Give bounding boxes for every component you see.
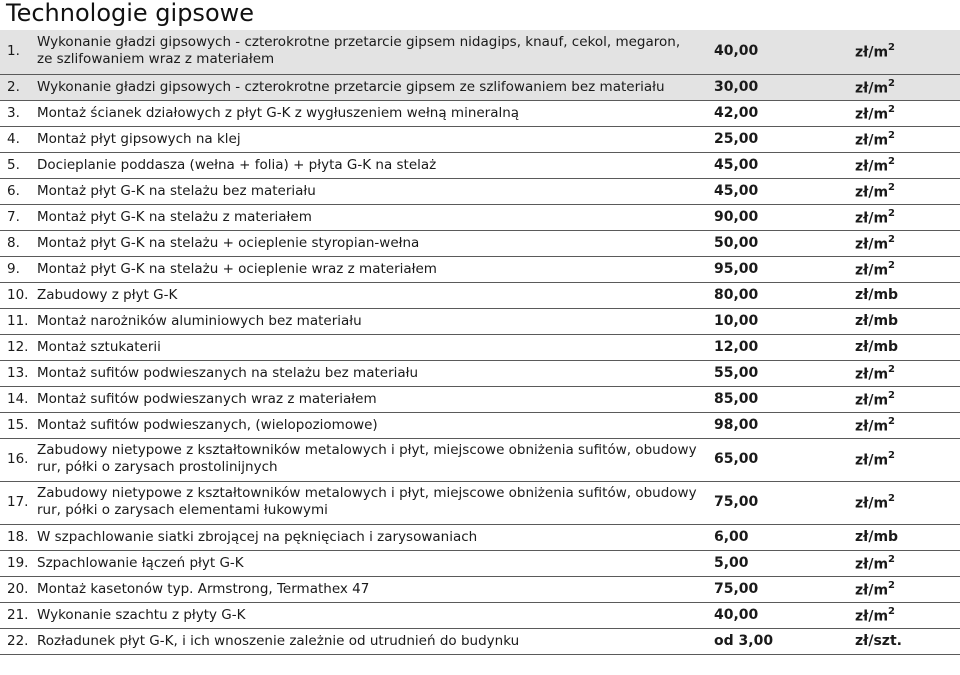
list-item bbox=[0, 101, 960, 127]
item-unit bbox=[855, 183, 895, 201]
item-unit bbox=[855, 313, 898, 329]
unit-exponent: 2 bbox=[888, 259, 896, 271]
item-number: 18. bbox=[7, 528, 29, 545]
item-price: 40,00 bbox=[714, 43, 759, 59]
unit-exponent: 2 bbox=[888, 605, 896, 617]
item-number: 10. bbox=[7, 286, 29, 303]
list-item bbox=[0, 603, 960, 629]
item-price: 5,00 bbox=[714, 554, 749, 571]
list-item bbox=[0, 75, 960, 101]
item-price: 75,00 bbox=[714, 580, 759, 597]
item-number: 2. bbox=[7, 78, 20, 95]
item-unit bbox=[855, 529, 898, 545]
item-number: 9. bbox=[7, 260, 20, 277]
item-unit bbox=[855, 391, 895, 409]
item-description: Montaż sufitów podwieszanych wraz z materiałem bbox=[37, 390, 377, 407]
item-price: 55,00 bbox=[714, 364, 759, 381]
list-item bbox=[0, 525, 960, 551]
item-number: 14. bbox=[7, 390, 29, 407]
unit-text: zł/m bbox=[855, 158, 889, 175]
list-item bbox=[0, 387, 960, 413]
list-item bbox=[0, 283, 960, 309]
list-item bbox=[0, 413, 960, 439]
item-description: Rozładunek płyt G-K, i ich wnoszenie zależnie od utrudnień do budynku bbox=[37, 632, 520, 649]
item-price: 40,00 bbox=[714, 606, 759, 623]
unit-exponent: 2 bbox=[888, 579, 896, 591]
item-description: Montaż sufitów podwieszanych na stelażu bez materiału bbox=[37, 364, 419, 381]
item-unit bbox=[855, 417, 895, 435]
item-unit bbox=[855, 339, 898, 355]
unit-text: zł/mb bbox=[855, 338, 899, 355]
list-item bbox=[0, 30, 960, 75]
item-number: 20. bbox=[7, 580, 29, 597]
item-unit bbox=[855, 157, 895, 175]
unit-exponent: 2 bbox=[888, 450, 896, 461]
item-description: Szpachlowanie łączeń płyt G-K bbox=[37, 554, 244, 571]
list-item bbox=[0, 439, 960, 482]
unit-exponent: 2 bbox=[888, 207, 896, 219]
item-unit bbox=[855, 581, 895, 599]
list-item bbox=[0, 577, 960, 603]
item-unit bbox=[855, 607, 895, 625]
unit-exponent: 2 bbox=[888, 77, 896, 89]
list-item bbox=[0, 153, 960, 179]
item-number: 8. bbox=[7, 234, 20, 251]
list-item bbox=[0, 179, 960, 205]
unit-text: zł/m bbox=[855, 44, 889, 61]
item-number: 16. bbox=[7, 451, 29, 467]
unit-exponent: 2 bbox=[888, 155, 896, 167]
item-number: 13. bbox=[7, 364, 29, 381]
item-price: 45,00 bbox=[714, 182, 759, 199]
item-price: 12,00 bbox=[714, 338, 759, 355]
unit-text: zł/m bbox=[855, 392, 889, 409]
unit-text: zł/m bbox=[855, 608, 889, 625]
item-description: W szpachlowanie siatki zbrojącej na pęknięciach i zarysowaniach bbox=[37, 528, 478, 545]
item-description: Montaż sufitów podwieszanych, (wielopoziomowe) bbox=[37, 416, 378, 433]
unit-text: zł/mb bbox=[855, 312, 899, 329]
unit-exponent: 2 bbox=[888, 103, 896, 115]
list-item bbox=[0, 551, 960, 577]
unit-text: zł/m bbox=[855, 418, 889, 435]
unit-exponent: 2 bbox=[888, 181, 896, 193]
list-item bbox=[0, 127, 960, 153]
unit-exponent: 2 bbox=[888, 493, 896, 504]
item-number: 3. bbox=[7, 104, 20, 121]
item-description: Montaż kasetonów typ. Armstrong, Termathex 47 bbox=[37, 580, 370, 597]
item-number: 7. bbox=[7, 208, 20, 225]
item-price: 6,00 bbox=[714, 528, 749, 545]
item-description: Montaż płyt G-K na stelażu + ocieplenie wraz z materiałem bbox=[37, 260, 437, 277]
item-number: 6. bbox=[7, 182, 20, 199]
unit-text: zł/m bbox=[855, 106, 889, 123]
item-description: Wykonanie gładzi gipsowych - czterokrotne przetarcie gipsem ze szlifowaniem bez materiału bbox=[37, 78, 665, 95]
item-price: 30,00 bbox=[714, 78, 759, 95]
item-description: Montaż sztukaterii bbox=[37, 338, 161, 355]
item-price: od 3,00 bbox=[714, 632, 774, 649]
unit-exponent: 2 bbox=[888, 389, 896, 401]
item-unit bbox=[855, 209, 895, 227]
item-unit bbox=[855, 261, 895, 279]
item-unit bbox=[855, 43, 895, 61]
item-description: Zabudowy nietypowe z kształtowników metalowych i płyt, miejscowe obniżenia sufitów, obudowy rur, półki o zarysach elementami łukowymi bbox=[37, 485, 697, 518]
item-price: 25,00 bbox=[714, 130, 759, 147]
unit-text: zł/szt. bbox=[855, 632, 902, 649]
unit-text: zł/m bbox=[855, 452, 889, 469]
item-description: Zabudowy nietypowe z kształtowników metalowych i płyt, miejscowe obniżenia sufitów, obudowy rur, półki o zarysach prostolinijnych bbox=[37, 442, 697, 475]
item-price: 50,00 bbox=[714, 234, 759, 251]
unit-text: zł/mb bbox=[855, 286, 899, 303]
item-unit bbox=[855, 451, 895, 469]
item-price: 90,00 bbox=[714, 208, 759, 225]
unit-text: zł/m bbox=[855, 556, 889, 573]
item-number: 11. bbox=[7, 312, 29, 329]
unit-exponent: 2 bbox=[888, 129, 896, 141]
unit-exponent: 2 bbox=[888, 415, 896, 427]
item-unit bbox=[855, 131, 895, 149]
item-price: 42,00 bbox=[714, 104, 759, 121]
item-number: 5. bbox=[7, 156, 20, 173]
item-description: Montaż płyt gipsowych na klej bbox=[37, 130, 241, 147]
list-item bbox=[0, 231, 960, 257]
item-unit bbox=[855, 235, 895, 253]
item-number: 21. bbox=[7, 606, 29, 623]
item-description: Wykonanie szachtu z płyty G-K bbox=[37, 606, 246, 623]
unit-text: zł/m bbox=[855, 210, 889, 227]
item-description: Wykonanie gładzi gipsowych - czterokrotne przetarcie gipsem nidagips, knauf, cekol, megaron, ze szlifowaniem wraz z materiałem bbox=[37, 34, 681, 67]
item-number: 19. bbox=[7, 554, 29, 571]
unit-exponent: 2 bbox=[888, 553, 896, 565]
unit-text: zł/m bbox=[855, 184, 889, 201]
item-price: 85,00 bbox=[714, 390, 759, 407]
item-number: 1. bbox=[7, 43, 20, 59]
page-title: Technologie gipsowe bbox=[6, 0, 255, 27]
item-number: 12. bbox=[7, 338, 29, 355]
list-item bbox=[0, 335, 960, 361]
item-description: Zabudowy z płyt G-K bbox=[37, 286, 178, 303]
item-number: 17. bbox=[7, 494, 29, 510]
unit-text: zł/m bbox=[855, 132, 889, 149]
item-number: 22. bbox=[7, 632, 29, 649]
item-unit bbox=[855, 79, 895, 97]
unit-text: zł/mb bbox=[855, 528, 899, 545]
item-unit bbox=[855, 105, 895, 123]
list-item bbox=[0, 257, 960, 283]
unit-text: zł/m bbox=[855, 495, 889, 512]
item-unit bbox=[855, 287, 898, 303]
item-description: Montaż ścianek działowych z płyt G-K z wygłuszeniem wełną mineralną bbox=[37, 104, 520, 121]
item-unit bbox=[855, 494, 895, 512]
unit-exponent: 2 bbox=[888, 363, 896, 375]
item-description: Montaż płyt G-K na stelażu bez materiału bbox=[37, 182, 316, 199]
item-price: 65,00 bbox=[714, 451, 759, 467]
unit-text: zł/m bbox=[855, 236, 889, 253]
item-unit bbox=[855, 633, 902, 649]
unit-text: zł/m bbox=[855, 262, 889, 279]
unit-text: zł/m bbox=[855, 80, 889, 97]
item-description: Montaż płyt G-K na stelażu + ocieplenie styropian-wełna bbox=[37, 234, 420, 251]
list-item bbox=[0, 309, 960, 335]
item-unit bbox=[855, 555, 895, 573]
unit-exponent: 2 bbox=[888, 42, 896, 53]
item-description: Montaż narożników aluminiowych bez materiału bbox=[37, 312, 362, 329]
item-price: 95,00 bbox=[714, 260, 759, 277]
item-description: Docieplanie poddasza (wełna + folia) + płyta G-K na stelaż bbox=[37, 156, 437, 173]
item-price: 45,00 bbox=[714, 156, 759, 173]
item-price: 98,00 bbox=[714, 416, 759, 433]
unit-exponent: 2 bbox=[888, 233, 896, 245]
list-item bbox=[0, 482, 960, 525]
item-description: Montaż płyt G-K na stelażu z materiałem bbox=[37, 208, 312, 225]
list-item bbox=[0, 205, 960, 231]
item-price: 75,00 bbox=[714, 494, 759, 510]
item-unit bbox=[855, 365, 895, 383]
list-item bbox=[0, 629, 960, 655]
unit-text: zł/m bbox=[855, 582, 889, 599]
list-item bbox=[0, 361, 960, 387]
item-price: 80,00 bbox=[714, 286, 759, 303]
unit-text: zł/m bbox=[855, 366, 889, 383]
item-number: 4. bbox=[7, 130, 20, 147]
item-price: 10,00 bbox=[714, 312, 759, 329]
item-number: 15. bbox=[7, 416, 29, 433]
